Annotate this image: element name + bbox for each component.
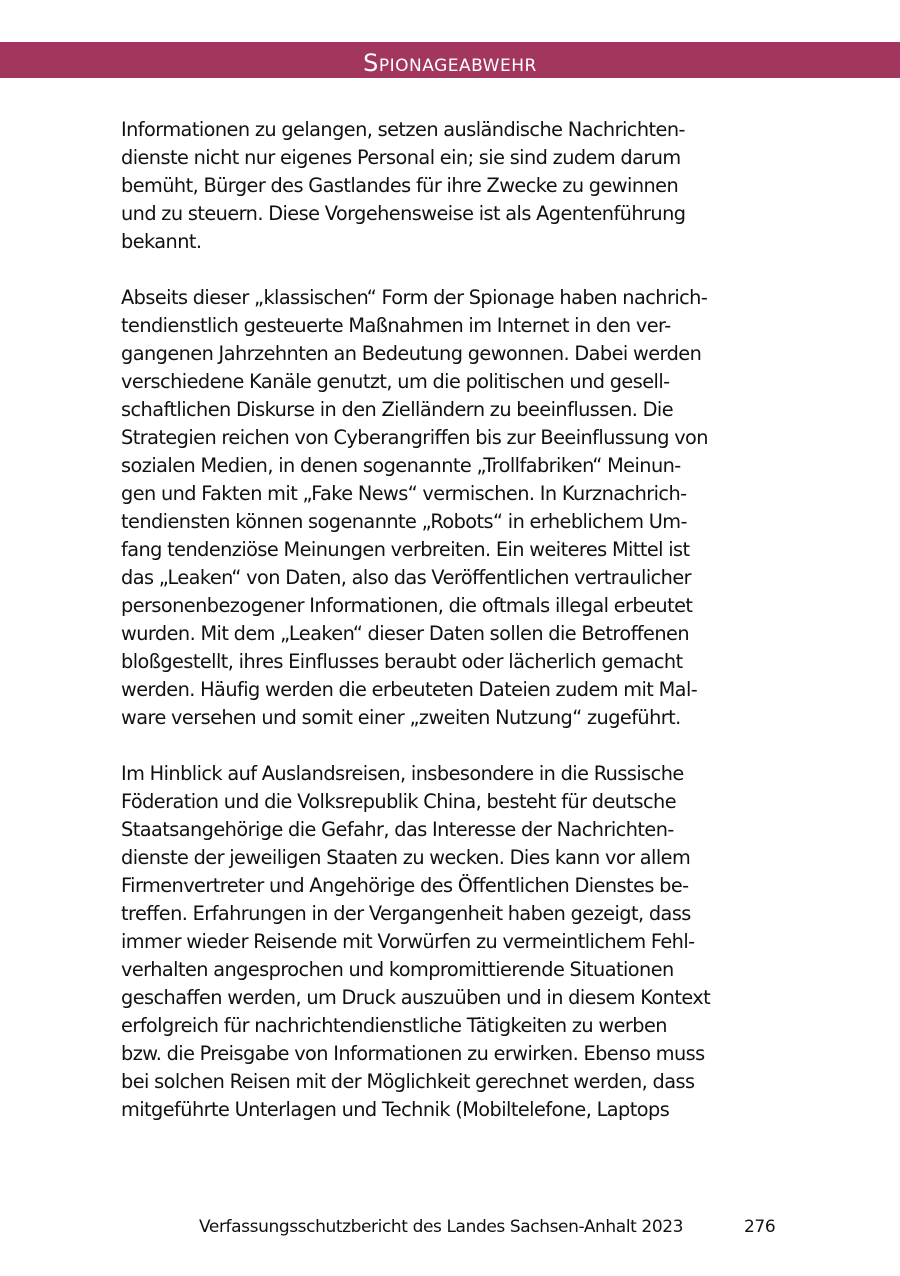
text-line: mitgeführte Unterlagen und Technik (Mobiltelefone, Laptops — [121, 1098, 670, 1121]
text-line: gen und Fakten mit „Fake News“ vermischen. In Kurznachrich- — [121, 482, 687, 505]
text-line: Im Hinblick auf Auslandsreisen, insbesondere in die Russische — [121, 762, 684, 785]
text-line: verschiedene Kanäle genutzt, um die politischen und gesell- — [121, 370, 670, 393]
text-line: geschaffen werden, um Druck auszuüben und in diesem Kontext — [121, 986, 711, 1009]
text-line: dienste nicht nur eigenes Personal ein; sie sind zudem darum — [121, 146, 681, 169]
text-line: Strategien reichen von Cyberangriffen bis zur Beeinflussung von — [121, 426, 708, 449]
text-line: werden. Häufig werden die erbeuteten Dateien zudem mit Mal- — [121, 678, 698, 701]
page-number: 276 — [744, 1217, 776, 1237]
text-line: sozialen Medien, in denen sogenannte „Trollfabriken“ Meinun- — [121, 454, 681, 477]
text-line: bei solchen Reisen mit der Möglichkeit gerechnet werden, dass — [121, 1070, 695, 1093]
text-line: Staatsangehörige die Gefahr, das Interesse der Nachrichten- — [121, 818, 674, 841]
text-line: Firmenvertreter und Angehörige des Öffentlichen Dienstes be- — [121, 874, 689, 897]
text-line: Föderation und die Volksrepublik China, besteht für deutsche — [121, 790, 677, 813]
paragraph — [121, 760, 781, 1124]
text-line: tendienstlich gesteuerte Maßnahmen im Internet in den ver- — [121, 314, 671, 337]
text-line: bemüht, Bürger des Gastlandes für ihre Zwecke zu gewinnen — [121, 174, 679, 197]
paragraph — [121, 116, 781, 256]
footer-publication-title: Verfassungsschutzbericht des Landes Sachsen-Anhalt 2023 — [199, 1217, 684, 1237]
paragraph — [121, 284, 781, 732]
body-text — [121, 116, 781, 1152]
text-line: schaftlichen Diskurse in den Zielländern zu beeinflussen. Die — [121, 398, 674, 421]
text-line: bzw. die Preisgabe von Informationen zu erwirken. Ebenso muss — [121, 1042, 705, 1065]
text-line: Abseits dieser „klassischen“ Form der Spionage haben nachrich- — [121, 286, 708, 309]
text-line: erfolgreich für nachrichtendienstliche Tätigkeiten zu werben — [121, 1014, 667, 1037]
text-line: personenbezogener Informationen, die oftmals illegal erbeutet — [121, 594, 693, 617]
text-line: und zu steuern. Diese Vorgehensweise ist als Agentenführung — [121, 202, 686, 225]
text-line: tendiensten können sogenannte „Robots“ in erheblichem Um- — [121, 510, 687, 533]
page-footer — [0, 1213, 900, 1241]
section-header-band — [0, 42, 900, 78]
text-line: das „Leaken“ von Daten, also das Veröffentlichen vertraulicher — [121, 566, 692, 589]
section-title: Spionageabwehr — [363, 49, 537, 77]
text-line: wurden. Mit dem „Leaken“ dieser Daten sollen die Betroffenen — [121, 622, 690, 645]
text-line: treffen. Erfahrungen in der Vergangenheit haben gezeigt, dass — [121, 902, 691, 925]
text-line: dienste der jeweiligen Staaten zu wecken. Dies kann vor allem — [121, 846, 691, 869]
text-line: ware versehen und somit einer „zweiten Nutzung“ zugeführt. — [121, 706, 681, 729]
text-line: immer wieder Reisende mit Vorwürfen zu vermeintlichem Fehl- — [121, 930, 695, 953]
text-line: bloßgestellt, ihres Einflusses beraubt oder lächerlich gemacht — [121, 650, 683, 673]
text-line: verhalten angesprochen und kompromittierende Situationen — [121, 958, 674, 981]
text-line: Informationen zu gelangen, setzen ausländische Nachrichten- — [121, 118, 685, 141]
text-line: gangenen Jahrzehnten an Bedeutung gewonnen. Dabei werden — [121, 342, 702, 365]
text-line: bekannt. — [121, 230, 202, 253]
text-line: fang tendenziöse Meinungen verbreiten. Ein weiteres Mittel ist — [121, 538, 690, 561]
